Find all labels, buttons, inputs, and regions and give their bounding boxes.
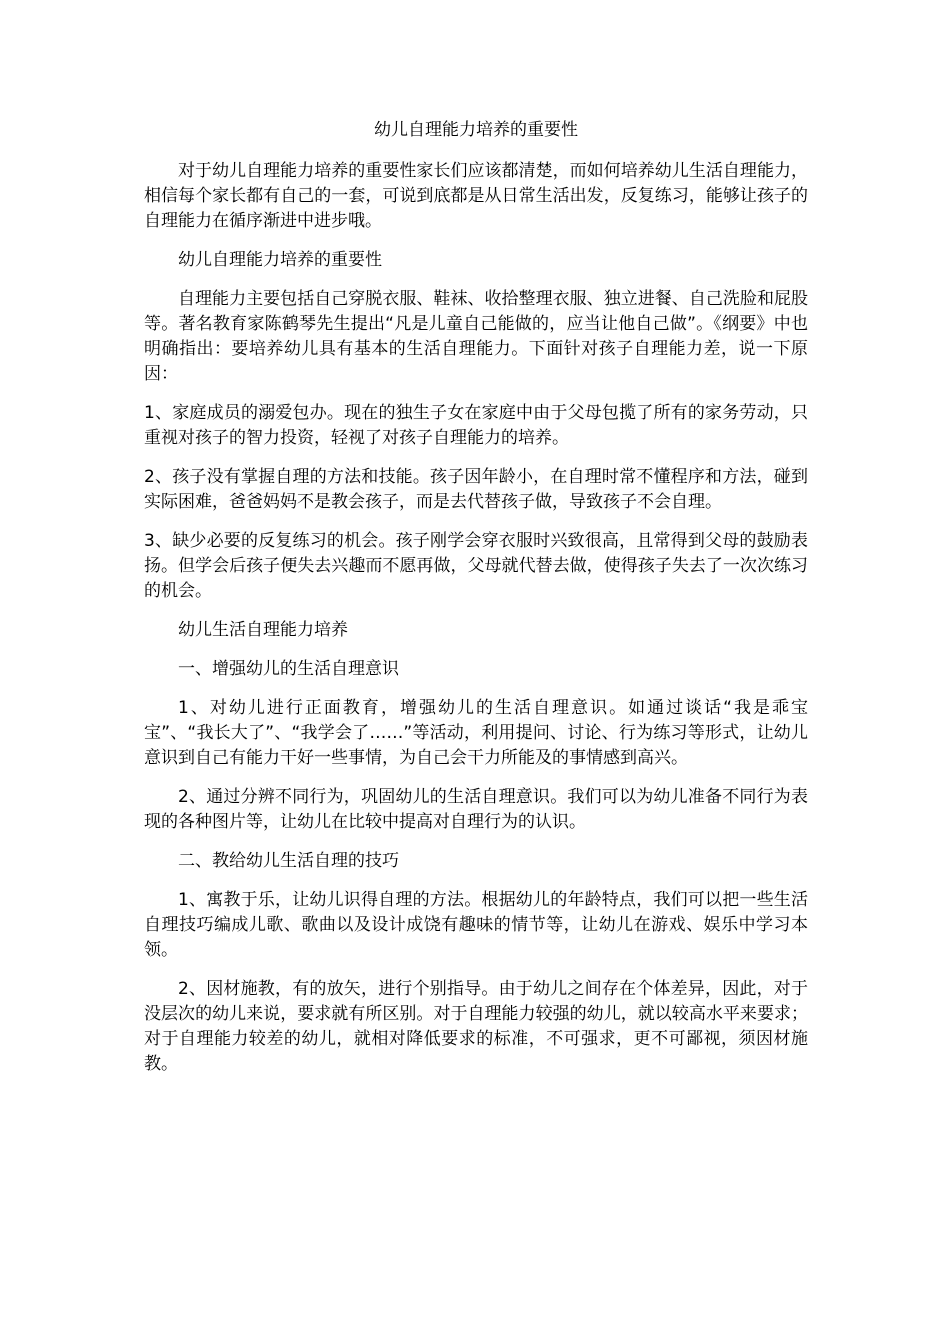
body-paragraph: 1、家庭成员的溺爱包办。现在的独生子女在家庭中由于父母包揽了所有的家务劳动，只重视对孩子的智力投资，轻视了对孩子自理能力的培养。: [144, 403, 808, 448]
body-paragraph: 1、寓教于乐，让幼儿识得自理的方法。根据幼儿的年龄特点，我们可以把一些生活自理技巧编成儿歌、歌曲以及设计成饶有趣味的情节等，让幼儿在游戏、娱乐中学习本领。: [144, 890, 808, 960]
body-paragraph: 一、增强幼儿的生活自理意识: [178, 659, 399, 679]
body-paragraph: 幼儿自理能力培养的重要性: [178, 250, 382, 270]
body-paragraph: 2、因材施教，有的放矢，进行个别指导。由于幼儿之间存在个体差异，因此，对于没层次的幼儿来说，要求就有所区别。对于自理能力较强的幼儿，就以较高水平来要求；对于自理能力较差的幼儿，就相对降低要求的标准，不可强求，更不可鄙视，须因材施教。: [144, 979, 808, 1074]
body-paragraph: 3、缺少必要的反复练习的机会。孩子刚学会穿衣服时兴致很高，且常得到父母的鼓励表扬。但学会后孩子便失去兴趣而不愿再做，父母就代替去做，使得孩子失去了一次次练习的机会。: [144, 531, 808, 601]
body-paragraph: 2、通过分辨不同行为，巩固幼儿的生活自理意识。我们可以为幼儿准备不同行为表现的各种图片等，让幼儿在比较中提高对自理行为的认识。: [144, 787, 808, 832]
body-paragraph: 2、孩子没有掌握自理的方法和技能。孩子因年龄小，在自理时常不懂程序和方法，碰到实际困难，爸爸妈妈不是教会孩子，而是去代替孩子做，导致孩子不会自理。: [144, 467, 808, 512]
document-body: [144, 159, 808, 1077]
body-paragraph: 1、对幼儿进行正面教育，增强幼儿的生活自理意识。如通过谈话“我是乖宝宝”、“我长大了”、“我学会了……”等活动，利用提问、讨论、行为练习等形式，让幼儿意识到自己有能力干好一些事情，为自己会干力所能及的事情感到高兴。: [144, 698, 808, 768]
document-title: 幼儿自理能力培养的重要性: [374, 120, 578, 140]
body-paragraph: 幼儿生活自理能力培养: [178, 620, 348, 640]
body-paragraph: 自理能力主要包括自己穿脱衣服、鞋袜、收拾整理衣服、独立进餐、自己洗脸和屁股等。著名教育家陈鹤琴先生提出“凡是儿童自己能做的，应当让他自己做”。《纲要》中也明确指出：要培养幼儿具有基本的生活自理能力。下面针对孩子自理能力差，说一下原因：: [144, 289, 808, 384]
body-paragraph: 二、教给幼儿生活自理的技巧: [178, 851, 399, 871]
body-paragraph: 对于幼儿自理能力培养的重要性家长们应该都清楚，而如何培养幼儿生活自理能力，相信每个家长都有自己的一套，可说到底都是从日常生活出发，反复练习，能够让孩子的自理能力在循序渐进中进步哦。: [144, 161, 808, 231]
document-page: [144, 118, 808, 1091]
